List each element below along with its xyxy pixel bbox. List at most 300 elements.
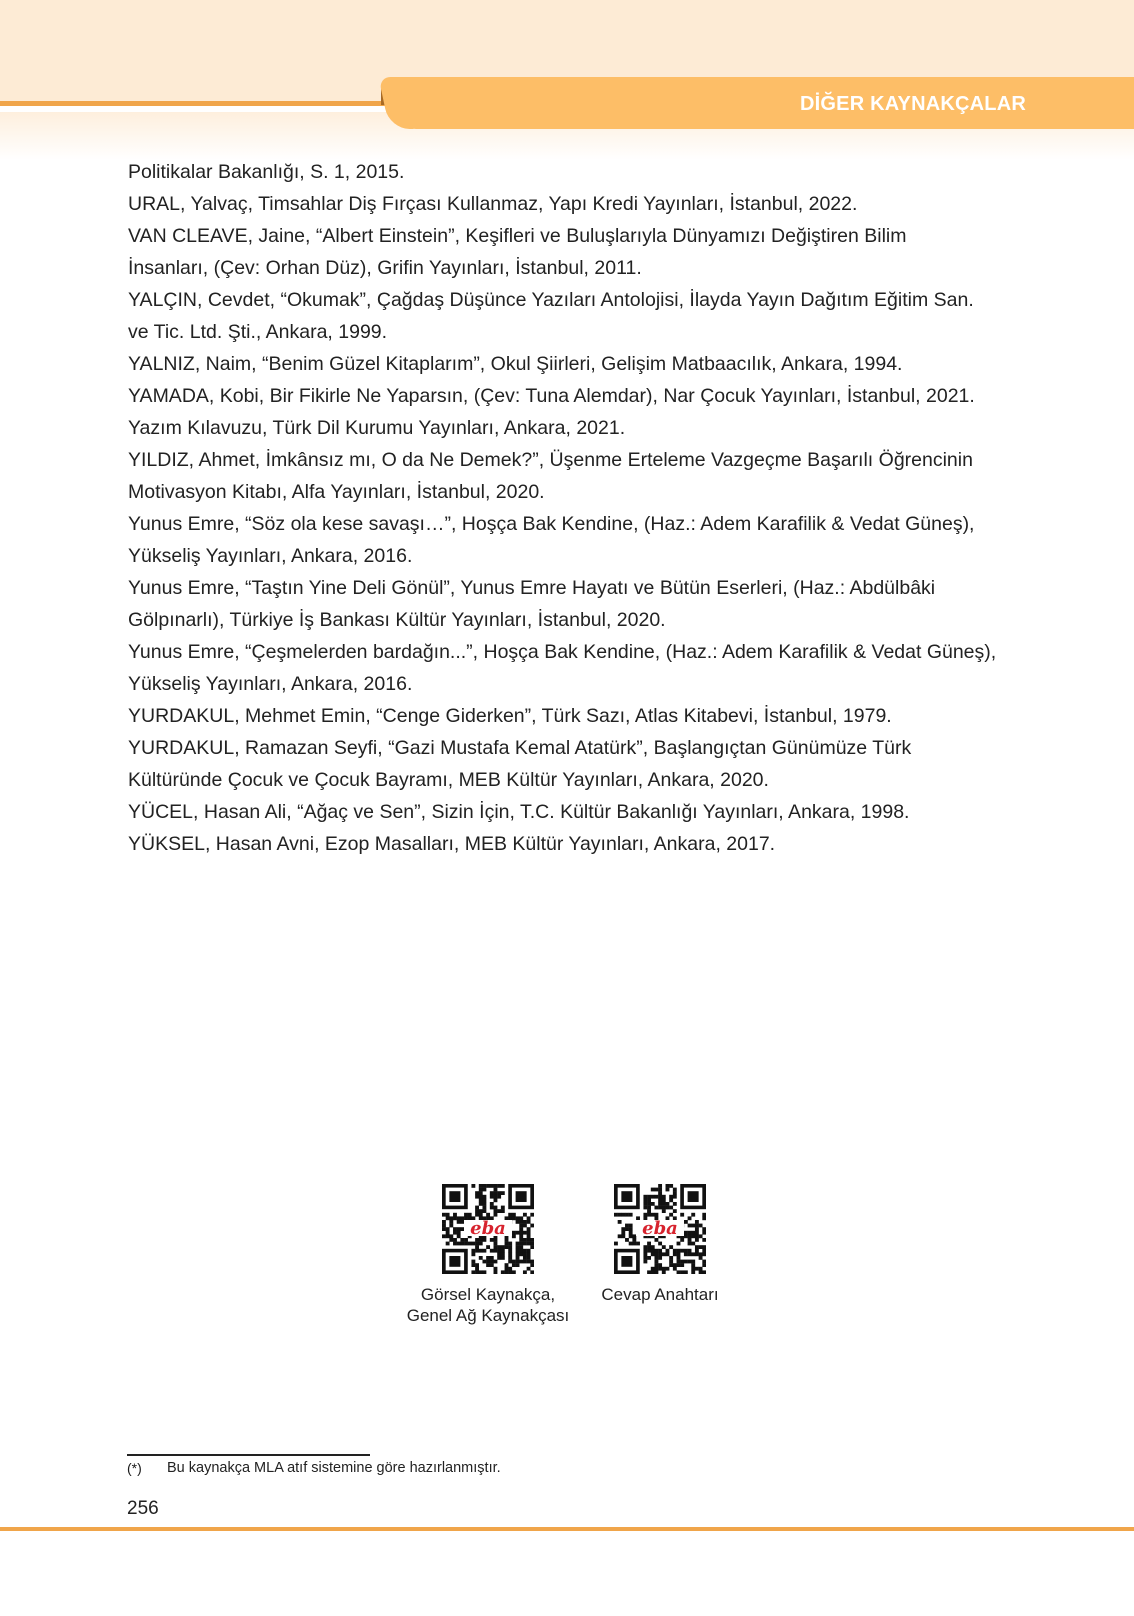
qr-code-icon bbox=[442, 1184, 534, 1274]
qr-code-gorsel-kaynakca[interactable] bbox=[442, 1184, 534, 1274]
qr-module bbox=[669, 1256, 673, 1260]
qr-module bbox=[475, 1209, 479, 1213]
qr-module bbox=[673, 1195, 677, 1199]
qr-module bbox=[490, 1249, 494, 1253]
qr-module bbox=[677, 1242, 681, 1246]
qr-module bbox=[691, 1263, 695, 1267]
qr-module bbox=[457, 1220, 461, 1224]
qr-module bbox=[688, 1234, 692, 1238]
qr-module bbox=[530, 1245, 534, 1249]
qr-module bbox=[519, 1245, 523, 1249]
qr-module bbox=[446, 1216, 450, 1220]
qr-module bbox=[647, 1249, 651, 1253]
qr-module bbox=[494, 1245, 498, 1249]
reference-line: YÜKSEL, Hasan Avni, Ezop Masalları, MEB Kültür Yayınları, Ankara, 2017. bbox=[128, 833, 776, 855]
qr-caption-line: Cevap Anahtarı bbox=[601, 1285, 719, 1304]
qr-module bbox=[702, 1227, 706, 1231]
qr-module bbox=[449, 1216, 453, 1220]
qr-module bbox=[475, 1270, 479, 1274]
qr-module bbox=[643, 1195, 647, 1199]
qr-module bbox=[446, 1234, 450, 1238]
qr-module bbox=[494, 1213, 498, 1217]
qr-module bbox=[527, 1216, 531, 1220]
qr-module bbox=[460, 1227, 464, 1231]
qr-module bbox=[651, 1249, 655, 1253]
qr-module bbox=[695, 1267, 699, 1271]
qr-module bbox=[673, 1188, 677, 1192]
header-rule-gap bbox=[0, 106, 405, 112]
qr-module bbox=[475, 1191, 479, 1195]
qr-module bbox=[621, 1234, 625, 1238]
qr-module bbox=[618, 1213, 622, 1217]
qr-module bbox=[669, 1206, 673, 1210]
qr-module bbox=[673, 1209, 677, 1213]
qr-module bbox=[625, 1227, 629, 1231]
qr-module bbox=[460, 1220, 464, 1224]
qr-module bbox=[505, 1267, 509, 1271]
qr-module bbox=[629, 1242, 633, 1246]
reference-line: YALÇIN, Cevdet, “Okumak”, Çağdaş Düşünce Yazıları Antolojisi, İlayda Yayın Dağıtım Eğitim San. bbox=[128, 289, 974, 311]
qr-module bbox=[519, 1231, 523, 1235]
qr-module bbox=[516, 1242, 520, 1246]
qr-module bbox=[460, 1238, 464, 1242]
qr-module bbox=[494, 1209, 498, 1213]
qr-module bbox=[475, 1245, 479, 1249]
qr-module bbox=[527, 1231, 531, 1235]
qr-module bbox=[530, 1270, 534, 1274]
qr-module bbox=[512, 1263, 516, 1267]
qr-module bbox=[527, 1238, 531, 1242]
qr-module bbox=[662, 1245, 666, 1249]
qr-module bbox=[654, 1270, 658, 1274]
qr-module bbox=[699, 1224, 703, 1228]
qr-module bbox=[516, 1220, 520, 1224]
qr-module bbox=[494, 1242, 498, 1246]
qr-module bbox=[457, 1234, 461, 1238]
eba-logo: eba bbox=[642, 1218, 678, 1239]
qr-module bbox=[651, 1202, 655, 1206]
qr-module bbox=[508, 1245, 512, 1249]
qr-module bbox=[446, 1231, 450, 1235]
qr-module bbox=[497, 1245, 501, 1249]
qr-module bbox=[501, 1249, 505, 1253]
qr-module bbox=[658, 1191, 662, 1195]
reference-line: Yunus Emre, “Çeşmelerden bardağın...”, Hoşça Bak Kendine, (Haz.: Adem Karafilik & Vedat Güneş), bbox=[128, 641, 997, 663]
qr-module bbox=[523, 1231, 527, 1235]
qr-module bbox=[486, 1260, 490, 1264]
qr-module bbox=[442, 1234, 446, 1238]
qr-module bbox=[494, 1184, 498, 1188]
qr-module bbox=[508, 1267, 512, 1271]
qr-module bbox=[449, 1238, 453, 1242]
reference-line: ve Tic. Ltd. Şti., Ankara, 1999. bbox=[128, 321, 388, 343]
qr-module bbox=[695, 1234, 699, 1238]
qr-module bbox=[530, 1238, 534, 1242]
qr-caption-gorsel bbox=[395, 1284, 581, 1326]
qr-module bbox=[688, 1238, 692, 1242]
qr-module bbox=[446, 1227, 450, 1231]
qr-module bbox=[501, 1256, 505, 1260]
qr-module bbox=[658, 1267, 662, 1271]
qr-module bbox=[699, 1245, 703, 1249]
qr-module bbox=[516, 1260, 520, 1264]
qr-module bbox=[505, 1263, 509, 1267]
qr-module bbox=[651, 1188, 655, 1192]
qr-module bbox=[516, 1249, 520, 1253]
qr-module bbox=[453, 1216, 457, 1220]
reference-list bbox=[128, 156, 1068, 860]
reference-line: Gölpınarlı), Türkiye İş Bankası Kültür Yayınları, İstanbul, 2020. bbox=[128, 609, 666, 631]
qr-module bbox=[475, 1213, 479, 1217]
qr-module bbox=[468, 1213, 472, 1217]
reference-line: YÜCEL, Hasan Ali, “Ağaç ve Sen”, Sizin İçin, T.C. Kültür Bakanlığı Yayınları, Ankara, 1998. bbox=[128, 801, 910, 823]
qr-module bbox=[691, 1267, 695, 1271]
qr-module bbox=[460, 1242, 464, 1246]
qr-module bbox=[658, 1263, 662, 1267]
qr-module bbox=[519, 1242, 523, 1246]
qr-module bbox=[497, 1195, 501, 1199]
qr-module bbox=[501, 1252, 505, 1256]
qr-module bbox=[457, 1216, 461, 1220]
qr-module bbox=[629, 1213, 633, 1217]
qr-module bbox=[523, 1256, 527, 1260]
qr-module bbox=[666, 1249, 670, 1253]
eba-logo: eba bbox=[470, 1218, 506, 1239]
qr-module bbox=[629, 1231, 633, 1235]
footnote-rule bbox=[127, 1454, 370, 1456]
qr-module bbox=[530, 1224, 534, 1228]
qr-module bbox=[512, 1231, 516, 1235]
qr-module bbox=[699, 1252, 703, 1256]
qr-module bbox=[482, 1270, 486, 1274]
qr-module bbox=[494, 1198, 498, 1202]
qr-module bbox=[497, 1191, 501, 1195]
qr-module bbox=[482, 1184, 486, 1188]
qr-module bbox=[479, 1256, 483, 1260]
qr-module bbox=[658, 1195, 662, 1199]
qr-module bbox=[658, 1256, 662, 1260]
qr-module bbox=[530, 1213, 534, 1217]
qr-module bbox=[494, 1188, 498, 1192]
qr-module bbox=[516, 1252, 520, 1256]
qr-module bbox=[680, 1260, 684, 1264]
qr-module bbox=[442, 1227, 446, 1231]
qr-module bbox=[494, 1249, 498, 1253]
qr-module bbox=[490, 1184, 494, 1188]
qr-module bbox=[475, 1249, 479, 1253]
qr-module bbox=[516, 1231, 520, 1235]
qr-module bbox=[501, 1209, 505, 1213]
qr-module bbox=[449, 1220, 453, 1224]
footnote-mark: (*) bbox=[127, 1460, 142, 1476]
qr-module bbox=[464, 1238, 468, 1242]
qr-module bbox=[632, 1234, 636, 1238]
qr-module bbox=[691, 1231, 695, 1235]
reference-line: Yazım Kılavuzu, Türk Dil Kurumu Yayınları, Ankara, 2021. bbox=[128, 417, 626, 439]
qr-module bbox=[669, 1263, 673, 1267]
qr-module bbox=[632, 1242, 636, 1246]
reference-line: Yunus Emre, “Söz ola kese savaşı…”, Hoşça Bak Kendine, (Haz.: Adem Karafilik & Vedat Güneş), bbox=[128, 513, 975, 535]
qr-module bbox=[688, 1252, 692, 1256]
qr-module bbox=[643, 1260, 647, 1264]
qr-module bbox=[658, 1242, 662, 1246]
qr-module bbox=[702, 1252, 706, 1256]
qr-module bbox=[497, 1252, 501, 1256]
qr-module bbox=[684, 1270, 688, 1274]
qr-module bbox=[482, 1260, 486, 1264]
qr-finder bbox=[621, 1191, 632, 1202]
qr-module bbox=[490, 1206, 494, 1210]
qr-module bbox=[669, 1260, 673, 1264]
qr-module bbox=[453, 1227, 457, 1231]
qr-module bbox=[647, 1245, 651, 1249]
qr-module bbox=[621, 1231, 625, 1235]
reference-line: YURDAKUL, Ramazan Seyfi, “Gazi Mustafa Kemal Atatürk”, Başlangıçtan Günümüze Türk bbox=[128, 737, 912, 759]
qr-module bbox=[486, 1256, 490, 1260]
qr-module bbox=[453, 1242, 457, 1246]
qr-module bbox=[442, 1224, 446, 1228]
qr-module bbox=[695, 1220, 699, 1224]
qr-module bbox=[482, 1195, 486, 1199]
qr-module bbox=[699, 1234, 703, 1238]
qr-module bbox=[508, 1256, 512, 1260]
qr-module bbox=[629, 1234, 633, 1238]
qr-module bbox=[501, 1270, 505, 1274]
qr-module bbox=[702, 1249, 706, 1253]
qr-module bbox=[527, 1220, 531, 1224]
qr-module bbox=[647, 1198, 651, 1202]
qr-module bbox=[629, 1227, 633, 1231]
qr-module bbox=[654, 1188, 658, 1192]
qr-module bbox=[523, 1238, 527, 1242]
qr-module bbox=[680, 1270, 684, 1274]
qr-module bbox=[501, 1206, 505, 1210]
qr-module bbox=[677, 1256, 681, 1260]
qr-module bbox=[688, 1260, 692, 1264]
qr-module bbox=[654, 1252, 658, 1256]
qr-module bbox=[482, 1202, 486, 1206]
qr-module bbox=[512, 1270, 516, 1274]
qr-module bbox=[512, 1216, 516, 1220]
qr-module bbox=[460, 1216, 464, 1220]
qr-module bbox=[446, 1242, 450, 1246]
qr-module bbox=[494, 1195, 498, 1199]
qr-module bbox=[479, 1202, 483, 1206]
qr-module bbox=[688, 1242, 692, 1246]
qr-module bbox=[647, 1202, 651, 1206]
qr-module bbox=[453, 1238, 457, 1242]
page-number: 256 bbox=[127, 1498, 159, 1519]
qr-module bbox=[643, 1245, 647, 1249]
qr-module bbox=[479, 1209, 483, 1213]
qr-module bbox=[527, 1242, 531, 1246]
qr-module bbox=[508, 1213, 512, 1217]
qr-module bbox=[625, 1238, 629, 1242]
qr-module bbox=[702, 1245, 706, 1249]
reference-line: Motivasyon Kitabı, Alfa Yayınları, İstanbul, 2020. bbox=[128, 481, 545, 503]
qr-module bbox=[654, 1267, 658, 1271]
qr-module bbox=[516, 1263, 520, 1267]
qr-module bbox=[677, 1263, 681, 1267]
qr-module bbox=[527, 1249, 531, 1253]
qr-module bbox=[497, 1249, 501, 1253]
qr-code-cevap-anahtari[interactable] bbox=[614, 1184, 706, 1274]
reference-line: YALNIZ, Naim, “Benim Güzel Kitaplarım”, Okul Şiirleri, Gelişim Matbaacılık, Ankara, 1994. bbox=[128, 353, 903, 375]
qr-module bbox=[482, 1209, 486, 1213]
qr-module bbox=[479, 1270, 483, 1274]
qr-module bbox=[695, 1227, 699, 1231]
qr-module bbox=[490, 1202, 494, 1206]
qr-module bbox=[523, 1242, 527, 1246]
qr-module bbox=[647, 1206, 651, 1210]
qr-module bbox=[479, 1213, 483, 1217]
qr-module bbox=[490, 1191, 494, 1195]
qr-module bbox=[673, 1252, 677, 1256]
qr-code-icon bbox=[614, 1184, 706, 1274]
qr-module bbox=[702, 1213, 706, 1217]
qr-module bbox=[508, 1242, 512, 1246]
qr-module bbox=[691, 1234, 695, 1238]
qr-module bbox=[669, 1245, 673, 1249]
qr-module bbox=[702, 1260, 706, 1264]
reference-line: VAN CLEAVE, Jaine, “Albert Einstein”, Keşifleri ve Buluşlarıyla Dünyamızı Değiştiren Bilim bbox=[128, 225, 907, 247]
qr-module bbox=[519, 1216, 523, 1220]
qr-module bbox=[658, 1188, 662, 1192]
qr-module bbox=[530, 1260, 534, 1264]
qr-module bbox=[486, 1184, 490, 1188]
qr-module bbox=[479, 1188, 483, 1192]
qr-module bbox=[702, 1238, 706, 1242]
qr-module bbox=[647, 1209, 651, 1213]
qr-module bbox=[651, 1213, 655, 1217]
qr-module bbox=[519, 1234, 523, 1238]
qr-module bbox=[505, 1242, 509, 1246]
qr-module bbox=[501, 1184, 505, 1188]
qr-module bbox=[512, 1213, 516, 1217]
qr-module bbox=[662, 1206, 666, 1210]
qr-module bbox=[516, 1216, 520, 1220]
qr-module bbox=[702, 1270, 706, 1274]
qr-module bbox=[684, 1252, 688, 1256]
qr-module bbox=[662, 1198, 666, 1202]
qr-module bbox=[691, 1260, 695, 1264]
qr-module bbox=[442, 1220, 446, 1224]
qr-module bbox=[523, 1224, 527, 1228]
qr-module bbox=[486, 1263, 490, 1267]
reference-line: İnsanları, (Çev: Orhan Düz), Grifin Yayınları, İstanbul, 2011. bbox=[128, 257, 642, 279]
qr-module bbox=[695, 1231, 699, 1235]
qr-module bbox=[654, 1256, 658, 1260]
qr-module bbox=[475, 1206, 479, 1210]
qr-module bbox=[482, 1249, 486, 1253]
qr-module bbox=[695, 1238, 699, 1242]
qr-module bbox=[688, 1231, 692, 1235]
qr-module bbox=[625, 1224, 629, 1228]
qr-module bbox=[684, 1220, 688, 1224]
qr-module bbox=[651, 1245, 655, 1249]
qr-module bbox=[471, 1263, 475, 1267]
reference-line: Yükseliş Yayınları, Ankara, 2016. bbox=[128, 673, 413, 695]
qr-module bbox=[519, 1224, 523, 1228]
qr-module bbox=[453, 1213, 457, 1217]
qr-module bbox=[691, 1224, 695, 1228]
qr-module bbox=[479, 1249, 483, 1253]
qr-module bbox=[475, 1242, 479, 1246]
qr-module bbox=[662, 1195, 666, 1199]
qr-module bbox=[519, 1260, 523, 1264]
qr-module bbox=[523, 1260, 527, 1264]
qr-module bbox=[527, 1256, 531, 1260]
qr-module bbox=[471, 1270, 475, 1274]
reference-line: URAL, Yalvaç, Timsahlar Diş Fırçası Kullanmaz, Yapı Kredi Yayınları, İstanbul, 2022. bbox=[128, 193, 858, 215]
reference-line: Politikalar Bakanlığı, S. 1, 2015. bbox=[128, 161, 405, 183]
qr-module bbox=[647, 1195, 651, 1199]
qr-module bbox=[527, 1260, 531, 1264]
qr-module bbox=[651, 1252, 655, 1256]
footer-rule bbox=[0, 1527, 1134, 1531]
qr-module bbox=[695, 1224, 699, 1228]
qr-module bbox=[464, 1216, 468, 1220]
qr-module bbox=[512, 1234, 516, 1238]
qr-module bbox=[662, 1252, 666, 1256]
qr-module bbox=[618, 1234, 622, 1238]
qr-module bbox=[680, 1238, 684, 1242]
qr-module bbox=[673, 1267, 677, 1271]
qr-module bbox=[647, 1256, 651, 1260]
qr-module bbox=[666, 1252, 670, 1256]
section-title: DİĞER KAYNAKÇALAR bbox=[800, 93, 1027, 115]
qr-module bbox=[519, 1220, 523, 1224]
qr-module bbox=[636, 1242, 640, 1246]
qr-module bbox=[658, 1184, 662, 1188]
qr-module bbox=[673, 1202, 677, 1206]
footnote-text: Bu kaynakça MLA atıf sistemine göre hazırlanmıştır. bbox=[167, 1460, 501, 1476]
qr-module bbox=[523, 1220, 527, 1224]
qr-module bbox=[702, 1263, 706, 1267]
qr-module bbox=[508, 1216, 512, 1220]
qr-module bbox=[475, 1195, 479, 1199]
qr-module bbox=[658, 1202, 662, 1206]
qr-module bbox=[654, 1206, 658, 1210]
qr-module bbox=[669, 1195, 673, 1199]
qr-module bbox=[680, 1249, 684, 1253]
qr-module bbox=[651, 1270, 655, 1274]
qr-module bbox=[494, 1191, 498, 1195]
qr-module bbox=[516, 1245, 520, 1249]
qr-module bbox=[475, 1267, 479, 1271]
qr-module bbox=[446, 1213, 450, 1217]
qr-module bbox=[523, 1270, 527, 1274]
qr-module bbox=[695, 1252, 699, 1256]
qr-finder bbox=[688, 1191, 699, 1202]
qr-module bbox=[677, 1260, 681, 1264]
qr-module bbox=[479, 1198, 483, 1202]
qr-module bbox=[614, 1213, 618, 1217]
qr-module bbox=[508, 1249, 512, 1253]
qr-module bbox=[471, 1252, 475, 1256]
qr-module bbox=[688, 1224, 692, 1228]
reference-line: YURDAKUL, Mehmet Emin, “Cenge Giderken”, Türk Sazı, Atlas Kitabevi, İstanbul, 1979. bbox=[128, 705, 892, 727]
qr-module bbox=[673, 1249, 677, 1253]
qr-module bbox=[471, 1260, 475, 1264]
qr-module bbox=[666, 1184, 670, 1188]
qr-module bbox=[699, 1267, 703, 1271]
qr-module bbox=[508, 1260, 512, 1264]
qr-module bbox=[479, 1195, 483, 1199]
qr-module bbox=[519, 1238, 523, 1242]
qr-module bbox=[457, 1227, 461, 1231]
qr-module bbox=[471, 1184, 475, 1188]
